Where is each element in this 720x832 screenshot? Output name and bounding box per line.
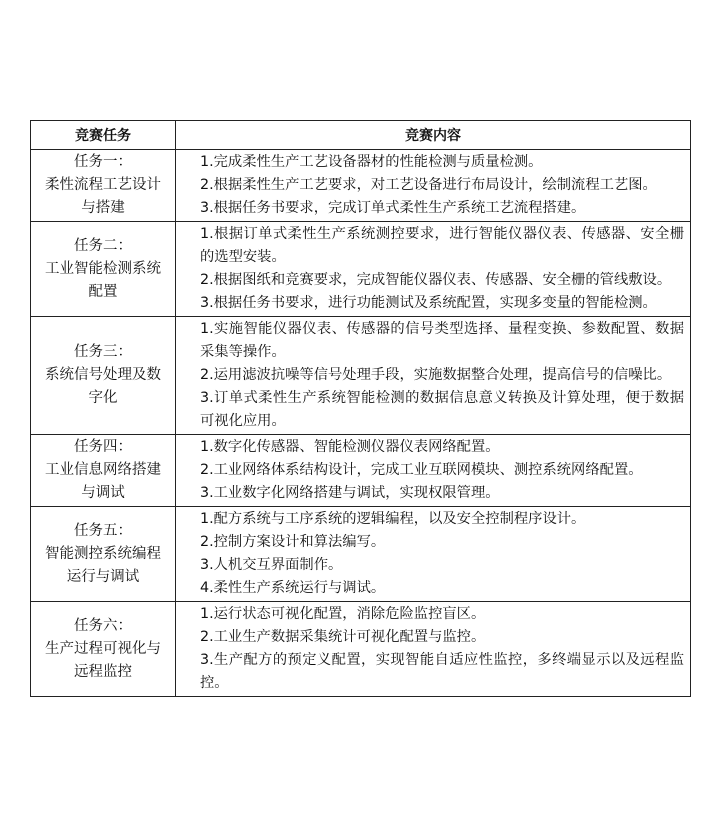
task-title: 远程监控	[74, 663, 132, 680]
content-item: 2.运用滤波抗噪等信号处理手段，实施数据整合处理，提高信号的信噪比。	[200, 367, 672, 383]
content-item: 1.配方系统与工序系统的逻辑编程，以及安全控制程序设计。	[200, 511, 586, 527]
task-title: 工业智能检测系统	[45, 260, 161, 277]
content-item: 2.根据图纸和竞赛要求，完成智能仪器仪表、传感器、安全栅的管线敷设。	[200, 272, 672, 288]
task-label: 任务三：	[74, 344, 132, 360]
task-title: 字化	[88, 390, 118, 406]
task-label: 任务五：	[74, 522, 132, 539]
task-cell	[31, 150, 176, 222]
table-row	[31, 222, 691, 317]
table-row	[31, 435, 691, 507]
content-item: 3.人机交互界面制作。	[200, 557, 343, 573]
task-cell	[31, 507, 176, 602]
task-label: 任务二：	[74, 237, 132, 254]
table-row	[31, 602, 691, 697]
competition-table	[30, 120, 691, 697]
task-label: 任务六：	[74, 617, 132, 634]
content-cell	[176, 222, 691, 317]
table-header-row	[31, 121, 691, 150]
content-item: 2.根据柔性生产工艺要求，对工艺设备进行布局设计，绘制流程工艺图。	[200, 177, 657, 193]
content-item: 4.柔性生产系统运行与调试。	[200, 580, 386, 596]
content-item: 3.根据任务书要求，进行功能测试及系统配置，实现多变量的智能检测。	[200, 295, 657, 311]
task-title: 与搭建	[81, 200, 125, 216]
task-title: 智能测控系统编程	[45, 545, 161, 562]
content-item: 3.生产配方的预定义配置，实现智能自适应性监控，多终端显示以及远程监控。	[200, 652, 684, 691]
task-cell	[31, 222, 176, 317]
header-content: 竞赛内容	[176, 121, 691, 150]
table-row	[31, 317, 691, 435]
content-cell	[176, 317, 691, 435]
task-cell	[31, 602, 176, 697]
content-cell	[176, 602, 691, 697]
content-item: 3.订单式柔性生产系统智能检测的数据信息意义转换及计算处理，便于数据可视化应用。	[200, 390, 684, 429]
content-item: 1.运行状态可视化配置，消除危险监控盲区。	[200, 606, 486, 622]
content-item: 1.根据订单式柔性生产系统测控要求，进行智能仪器仪表、传感器、安全栅的选型安装。	[200, 226, 684, 265]
task-title: 配置	[88, 283, 118, 300]
content-item: 2.控制方案设计和算法编写。	[200, 534, 386, 550]
table-row	[31, 507, 691, 602]
header-task: 竞赛任务	[31, 121, 176, 150]
task-label: 任务一：	[74, 154, 132, 170]
content-cell	[176, 150, 691, 222]
content-item: 1.数字化传感器、智能检测仪器仪表网络配置。	[200, 439, 500, 455]
table-row	[31, 150, 691, 222]
task-title: 柔性流程工艺设计	[45, 177, 161, 193]
task-title: 工业信息网络搭建	[45, 462, 161, 478]
content-item: 1.实施智能仪器仪表、传感器的信号类型选择、量程变换、参数配置、数据采集等操作。	[200, 321, 684, 360]
task-cell	[31, 435, 176, 507]
content-item: 2.工业生产数据采集统计可视化配置与监控。	[200, 629, 486, 645]
task-title: 与调试	[81, 485, 125, 501]
content-cell	[176, 507, 691, 602]
content-item: 2.工业网络体系结构设计，完成工业互联网模块、测控系统网络配置。	[200, 462, 643, 478]
content-cell	[176, 435, 691, 507]
content-item: 3.工业数字化网络搭建与调试，实现权限管理。	[200, 485, 500, 501]
task-label: 任务四：	[74, 439, 132, 455]
content-item: 1.完成柔性生产工艺设备器材的性能检测与质量检测。	[200, 154, 543, 170]
content-item: 3.根据任务书要求，完成订单式柔性生产系统工艺流程搭建。	[200, 200, 586, 216]
task-cell	[31, 317, 176, 435]
task-title: 运行与调试	[66, 568, 140, 585]
task-title: 生产过程可视化与	[45, 640, 161, 657]
task-title: 系统信号处理及数	[45, 367, 161, 383]
